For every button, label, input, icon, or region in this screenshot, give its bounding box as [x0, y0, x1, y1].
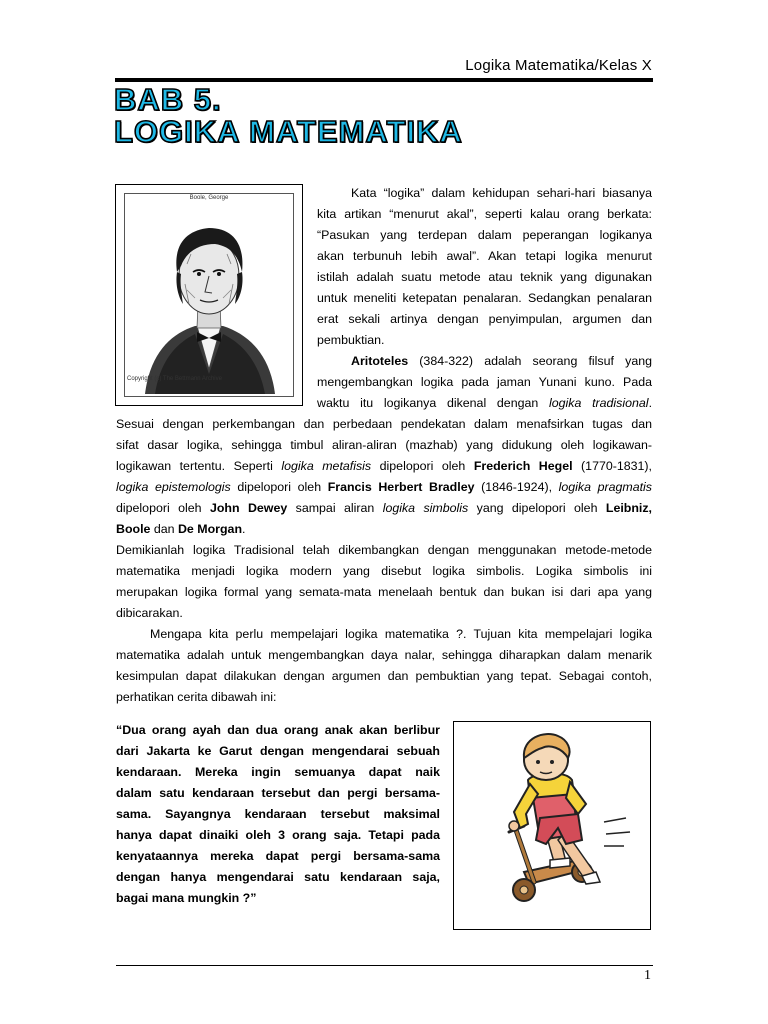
boole-portrait-illustration — [125, 194, 293, 396]
paragraph-modern-logic — [116, 540, 652, 624]
text-line: Sesuai dengan perkembangan dan perbedaan pendekatan dalam menafsirkan tugas dan — [116, 417, 652, 431]
text-line — [116, 456, 652, 477]
term-logika-tradisional: logika tradisional — [548, 396, 649, 410]
text-line: mengembangkan logika pada jaman Yunani kuno. Pada — [317, 375, 652, 389]
term-logika-simbolis: logika simbolis — [382, 501, 469, 515]
term-logika-metafisis: logika metafisis — [281, 459, 372, 473]
text-line: “Pasukan yang terdepan dalam peperangan logikanya — [317, 228, 652, 242]
text-line: Demikianlah logika Tradisional telah dikembangkan dengan menggunakan metode-metode — [116, 543, 652, 557]
term-logika-epistemologis: logika epistemologis — [116, 480, 231, 494]
text-line: istilah adalah suatu metode atau teknik yang digunakan — [317, 270, 652, 284]
name-dewey: John Dewey — [209, 501, 288, 515]
name-bradley: Francis Herbert Bradley — [327, 480, 475, 494]
story-quote — [116, 720, 440, 909]
text-line: dalam satu kendaraan tersebut dan pergi bersama- — [116, 786, 440, 800]
text-line: matematika adalah untuk mengembangkan daya nalar, sehingga diharapkan dalam menarik — [116, 648, 652, 662]
portrait-image — [124, 193, 294, 397]
text-fragment: dan — [150, 522, 178, 536]
paragraph-history-cont — [116, 414, 652, 540]
text-line: pembuktian. — [317, 333, 385, 347]
paragraph-intro — [317, 183, 652, 351]
text-fragment: . — [242, 522, 246, 536]
text-fragment: dipelopori oleh — [371, 459, 474, 473]
text-line: erat sekali artinya dengan penyimpulan, argumen dan — [317, 312, 652, 326]
text-line: kendaraan. Mereka ingin semuanya dapat naik — [116, 765, 440, 779]
child-scooter-frame — [453, 721, 651, 930]
text-line: sama. Sayangnya kendaraan tersebut maksimal — [116, 807, 440, 821]
chapter-number: BAB 5. — [114, 82, 222, 117]
text-fragment: waktu itu logikanya dikenal dengan — [317, 396, 549, 410]
text-line: akan terbunuh lebih awal”. Akan tetapi logika menurut — [317, 249, 652, 263]
text-fragment: sampai aliran — [287, 501, 383, 515]
text-line — [116, 498, 652, 519]
text-line: sifat dasar logika, sehingga timbul aliran-aliran (mazhab) yang didukung oleh logikawan- — [116, 438, 652, 452]
portrait-caption-top: Boole, George — [189, 195, 229, 201]
text-line: hanya dapat dinaiki oleh 3 orang saja. Tetapi pada — [116, 828, 440, 842]
text-line: kita artikan “menurut akal”, seperti kalau orang berkata: — [317, 207, 652, 221]
portrait-frame — [115, 184, 303, 406]
name-de-morgan: De Morgan — [177, 522, 243, 536]
text-line: Mengapa kita perlu mempelajari logika matematika ?. Tujuan kita mempelajari logika — [150, 627, 652, 641]
name-boole: Boole — [116, 522, 151, 536]
text-line — [317, 351, 652, 372]
term-logika-pragmatis: logika pragmatis — [558, 480, 652, 494]
text-fragment: dipelopori oleh — [230, 480, 328, 494]
text-line: merupakan logika formal yang semata-mata menelaah bentuk dan bukan isi dari apa yang — [116, 585, 652, 599]
paragraph-purpose — [116, 624, 652, 708]
text-line: matematika menjadi logika modern yang disebut logika simbolis. Logika simbolis ini — [116, 564, 652, 578]
text-fragment: dipelopori oleh — [116, 501, 210, 515]
text-line: “Dua orang ayah dan dua orang anak akan berlibur — [116, 723, 440, 737]
text-fragment: (1770-1831), — [572, 459, 653, 473]
child-on-scooter-illustration — [454, 722, 650, 929]
text-fragment: (384-322) adalah seorang filsuf yang — [408, 354, 652, 368]
text-line: perhatikan cerita dibawah ini: — [116, 690, 277, 704]
text-line — [116, 477, 652, 498]
name-hegel: Frederich Hegel — [473, 459, 573, 473]
text-line: bagai mana mungkin ?” — [116, 891, 257, 905]
name-aristoteles: Aritoteles — [351, 354, 409, 368]
text-line: dibicarakan. — [116, 606, 183, 620]
chapter-title: LOGIKA MATEMATIKA — [114, 114, 463, 149]
text-line: dari Jakarta ke Garut dengan mengendarai sebuah — [116, 744, 440, 758]
text-line: untuk meneliti ketepatan penalaran. Sedangkan penalaran — [317, 291, 652, 305]
text-fragment: (1846-1924), — [474, 480, 559, 494]
running-header: Logika Matematika/Kelas X — [465, 57, 652, 74]
text-fragment: . — [648, 396, 653, 410]
text-line: Kata “logika” dalam kehidupan sehari-hari biasanya — [351, 186, 652, 200]
text-line: kenyataannya mereka dapat pergi bersama-sama — [116, 849, 440, 863]
portrait-caption-bottom: Copyright (c) The Bettmann Archive — [127, 376, 222, 382]
paragraph-history — [317, 351, 652, 414]
text-fragment: yang dipelopori oleh — [468, 501, 606, 515]
page-number: 1 — [644, 968, 651, 983]
name-leibniz: Leibniz, — [605, 501, 652, 515]
text-line — [317, 393, 652, 414]
footer-rule — [116, 965, 653, 966]
text-line — [116, 519, 652, 540]
text-line: kesimpulan dapat dilakukan dengan argumen dan pembuktian yang tepat. Sebagai contoh, — [116, 669, 652, 683]
text-fragment: logikawan tertentu. Seperti — [116, 459, 282, 473]
text-line: dengan hanya mengendarai satu kendaraan saja, — [116, 870, 440, 884]
